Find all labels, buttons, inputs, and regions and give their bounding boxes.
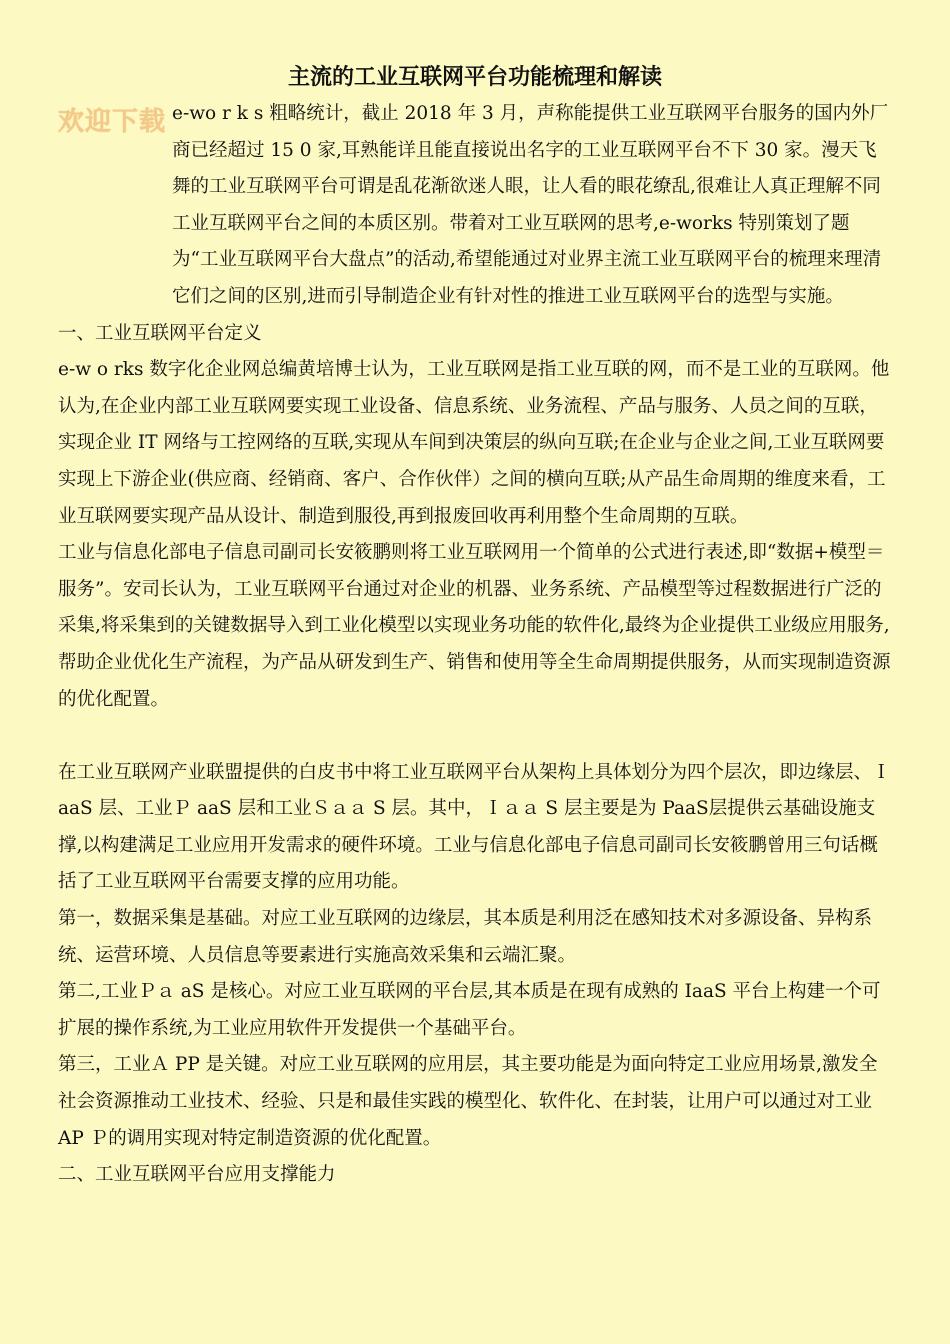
paragraph-layers: 在工业互联网产业联盟提供的白皮书中将工业互联网平台从架构上具体划分为四个层次，即边缘层、Ｉ aaS 层、工业Ｐ aaS 层和工业Ｓａａ S 层。其中，Ｉａａ S 层主要是为 PaaS层提供云基础设施支撑,以构建满足工业应用开发需求的硬件环境。工业与信息化部电子信息司副司长安筱鹏曾用三句话概括了工业互联网平台需要支撑的应用功能。: [58, 761, 891, 893]
document-body: [58, 96, 892, 1194]
section-heading-1: 一、工业互联网平台定义: [58, 322, 262, 344]
blank-line: [58, 718, 892, 755]
paragraph-intro: e-wo r k s 粗略统计，截止 2018 年 3 月，声称能提供工业互联网平台服务的国内外厂商已经超过 15 0 家,耳熟能详且能直接说出名字的工业互联网平台不下 30 家。漫天飞舞的工业互联网平台可谓是乱花渐欲迷人眼，让人看的眼花缭乱,很难让人真正理解不同工业互联网平台之间的本质区别。带着对工业互联网的思考,e-works 特别策划了题为“工业互联网平台大盘点”的活动,希望能通过对业界主流工业互联网平台的梳理来理清它们之间的区别,进而引导制造企业有针对性的推进工业互联网平台的选型与实施。: [172, 103, 889, 307]
paragraph-formula: 工业与信息化部电子信息司副司长安筱鹏则将工业互联网用一个简单的公式进行表述,即“数据+模型＝服务”。安司长认为，工业互联网平台通过对企业的机器、业务系统、产品模型等过程数据进行广泛的采集,将采集到的关键数据导入到工业化模型以实现业务功能的软件化,最终为企业提供工业级应用服务,帮助企业优化生产流程，为产品从研发到生产、销售和使用等全生命周期提供服务，从而实现制造资源的优化配置。: [58, 542, 891, 710]
section-heading-2: 二、工业互联网平台应用支撑能力: [58, 1164, 336, 1186]
watermark-logo: 欢迎下载: [58, 107, 167, 137]
page-title: 主流的工业互联网平台功能梳理和解读: [287, 65, 662, 90]
paragraph-first: 第一，数据采集是基础。对应工业互联网的边缘层，其本质是利用泛在感知技术对多源设备、异构系统、运营环境、人员信息等要素进行实施高效采集和云端汇聚。: [58, 908, 873, 966]
paragraph-second: 第二,工业Ｐａ aS 是核心。对应工业互联网的平台层,其本质是在现有成熟的 IaaS 平台上构建一个可扩展的操作系统,为工业应用软件开发提供一个基础平台。: [58, 981, 881, 1039]
paragraph-third: 第三，工业Ａ PP 是关键。对应工业互联网的应用层，其主要功能是为面向特定工业应用场景,激发全社会资源推动工业技术、经验、只是和最佳实践的模型化、软件化、在封装，让用户可以通过对工业 AP Ｐ的调用实现对特定制造资源的优化配置。: [58, 1054, 878, 1149]
document-page: [58, 60, 892, 1194]
paragraph-definition: e-w o rks 数字化企业网总编黄培博士认为，工业互联网是指工业互联的网，而不是工业的互联网。他认为,在企业内部工业互联网要实现工业设备、信息系统、业务流程、产品与服务、人员之间的互联，实现企业 IT 网络与工控网络的互联,实现从车间到决策层的纵向互联;在企业与企业之间,工业互联网要实现上下游企业(供应商、经销商、客户、合作伙伴）之间的横向互联;从产品生命周期的维度来看，工业互联网要实现产品从设计、制造到服役,再到报废回收再利用整个生命周期的互联。: [58, 359, 890, 527]
